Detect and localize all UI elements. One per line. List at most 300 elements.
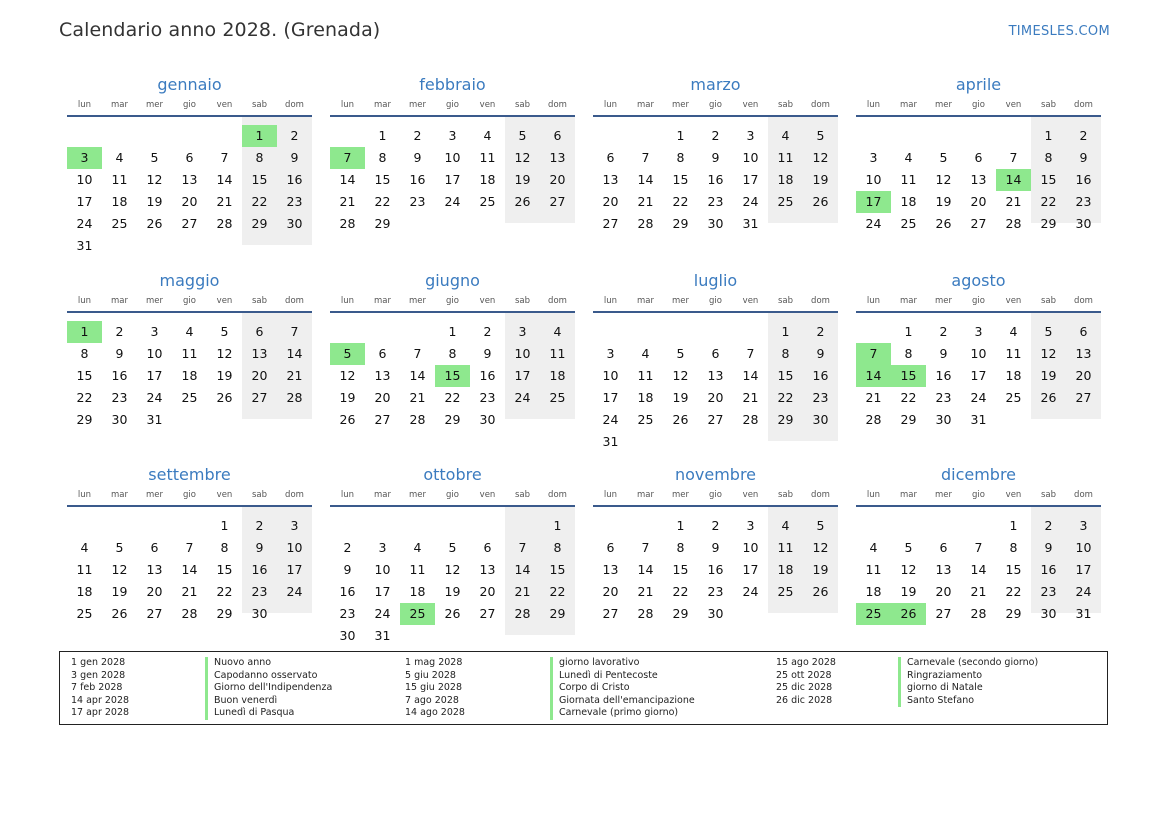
day-cell: 25 [76,606,93,621]
weekday-label: ven [742,100,759,110]
day-cell: 29 [374,216,391,231]
day-cell: 16 [1040,562,1057,577]
day-cell: 13 [146,562,163,577]
day-cell: 24 [286,584,303,599]
day-cell: 21 [409,390,426,405]
day-cell: 14 [181,562,198,577]
day-cell: 7 [641,540,650,555]
day-cell: 9 [413,150,422,165]
day-cell: 29 [444,412,461,427]
day-cell: 12 [216,346,233,361]
day-cell: 24 [602,412,619,427]
day-cell: 25 [777,194,794,209]
day-cell: 12 [444,562,461,577]
day-cell: 8 [904,346,913,361]
day-cell: 7 [974,540,983,555]
weekday-label: lun [340,296,355,306]
day-cell: 18 [637,390,654,405]
day-cell: 25 [777,584,794,599]
day-cell: 10 [444,150,461,165]
day-cell: 8 [1044,150,1053,165]
day-cell: 29 [900,412,917,427]
weekday-label: gio [183,100,196,110]
day-cell: 28 [514,606,531,621]
day-cell: 17 [970,368,987,383]
day-cell: 17 [146,368,163,383]
day-cell: 6 [939,540,948,555]
day-cell: 31 [742,216,759,231]
day-cell: 4 [553,324,562,339]
day-cell: 10 [514,346,531,361]
day-cell: 12 [111,562,128,577]
day-cell: 23 [479,390,496,405]
day-cell: 22 [444,390,461,405]
legend-holiday-name: Nuovo anno [205,657,271,670]
day-cell: 8 [80,346,89,361]
day-cell: 28 [865,412,882,427]
day-cell: 22 [1040,194,1057,209]
day-cell: 4 [904,150,913,165]
legend-holiday-name: giorno lavorativo [550,657,640,670]
weekday-label: dom [285,296,304,306]
day-cell: 8 [448,346,457,361]
month-divider [856,505,1101,507]
day-cell: 9 [939,346,948,361]
day-cell: 11 [479,150,496,165]
legend-holiday-name: Buon venerdì [205,695,277,708]
day-cell: 27 [602,216,619,231]
day-cell: 20 [970,194,987,209]
weekday-label: mar [900,490,917,500]
day-cell: 5 [150,150,159,165]
day-cell: 25 [111,216,128,231]
day-cell: 11 [900,172,917,187]
day-cell: 15 [672,562,689,577]
day-cell: 10 [1075,540,1092,555]
day-cell: 17 [742,562,759,577]
day-cell: 15 [216,562,233,577]
day-cell: 26 [444,606,461,621]
day-cell: 6 [185,150,194,165]
day-cell: 2 [115,324,124,339]
day-cell: 2 [343,540,352,555]
day-cell: 27 [479,606,496,621]
day-cell: 23 [935,390,952,405]
day-cell: 21 [865,390,882,405]
day-cell: 4 [1009,324,1018,339]
day-cell: 11 [637,368,654,383]
day-cell: 23 [1075,194,1092,209]
legend-date: 15 ago 2028 [776,657,836,668]
day-cell: 8 [676,150,685,165]
weekday-label: sab [251,296,268,306]
day-cell: 29 [672,606,689,621]
day-cell: 26 [1040,390,1057,405]
day-cell: 30 [707,606,724,621]
day-cell: 13 [374,368,391,383]
day-cell: 31 [76,238,93,253]
day-cell: 8 [255,150,264,165]
weekday-label: mar [900,100,917,110]
day-cell: 16 [1075,172,1092,187]
day-cell: 21 [181,584,198,599]
month-divider [593,505,838,507]
day-cell: 11 [76,562,93,577]
day-cell: 19 [339,390,356,405]
day-cell: 5 [939,150,948,165]
day-cell: 10 [286,540,303,555]
day-cell: 20 [374,390,391,405]
weekday-label: lun [866,490,881,500]
day-cell: 26 [935,216,952,231]
day-cell: 19 [1040,368,1057,383]
day-cell: 17 [444,172,461,187]
weekday-label: ven [1005,100,1022,110]
day-cell: 28 [637,216,654,231]
day-cell: 22 [76,390,93,405]
weekday-label: dom [811,100,830,110]
weekday-label: mer [408,100,426,110]
holiday-day-cell: 17 [856,191,891,213]
weekday-label: dom [1074,490,1093,500]
month-divider [593,115,838,117]
page-title: Calendario anno 2028. (Grenada) [59,19,381,41]
day-cell: 15 [1040,172,1057,187]
day-cell: 20 [251,368,268,383]
weekday-label: mar [111,296,128,306]
legend-holiday-name: giorno di Natale [898,682,983,695]
day-cell: 22 [1005,584,1022,599]
day-cell: 27 [374,412,391,427]
weekday-label: mer [145,490,163,500]
day-cell: 4 [641,346,650,361]
day-cell: 4 [115,150,124,165]
legend-date: 7 feb 2028 [71,682,123,694]
day-cell: 11 [111,172,128,187]
holiday-day-cell: 1 [67,321,102,343]
day-cell: 12 [672,368,689,383]
day-cell: 2 [290,128,299,143]
day-cell: 29 [549,606,566,621]
day-cell: 5 [518,128,527,143]
weekday-label: lun [866,296,881,306]
day-cell: 31 [970,412,987,427]
day-cell: 9 [343,562,352,577]
day-cell: 7 [413,346,422,361]
day-cell: 19 [111,584,128,599]
day-cell: 22 [251,194,268,209]
holiday-day-cell: 7 [856,343,891,365]
day-cell: 9 [711,540,720,555]
day-cell: 5 [816,518,825,533]
weekday-label: gio [709,490,722,500]
day-cell: 29 [1005,606,1022,621]
day-cell: 9 [290,150,299,165]
day-cell: 29 [76,412,93,427]
weekday-label: dom [548,100,567,110]
day-cell: 13 [935,562,952,577]
day-cell: 23 [111,390,128,405]
weekday-label: dom [1074,100,1093,110]
weekday-label: ven [479,100,496,110]
day-cell: 15 [777,368,794,383]
weekday-label: dom [1074,296,1093,306]
legend-date: 5 giu 2028 [405,669,456,681]
weekday-label: sab [514,296,531,306]
weekday-label: sab [251,100,268,110]
day-cell: 9 [816,346,825,361]
day-cell: 26 [672,412,689,427]
day-cell: 28 [286,390,303,405]
day-cell: 3 [869,150,878,165]
day-cell: 18 [76,584,93,599]
day-cell: 10 [742,150,759,165]
weekday-label: mar [374,490,391,500]
day-cell: 19 [146,194,163,209]
weekday-label: sab [777,100,794,110]
weekday-label: dom [811,296,830,306]
day-cell: 27 [970,216,987,231]
day-cell: 24 [742,194,759,209]
day-cell: 16 [251,562,268,577]
day-cell: 15 [374,172,391,187]
weekday-label: mar [374,100,391,110]
day-cell: 7 [746,346,755,361]
weekday-label: mar [111,100,128,110]
month-name: dicembre [940,465,1017,484]
day-cell: 22 [549,584,566,599]
day-cell: 4 [80,540,89,555]
weekday-label: dom [548,296,567,306]
weekday-label: mer [145,296,163,306]
weekday-label: lun [77,490,92,500]
day-cell: 4 [185,324,194,339]
holiday-day-cell: 26 [891,603,926,625]
holiday-day-cell: 15 [435,365,470,387]
day-cell: 28 [637,606,654,621]
day-cell: 2 [711,518,720,533]
month-name: agosto [951,271,1006,290]
day-cell: 16 [812,368,829,383]
legend-holiday-name: Corpo di Cristo [550,682,630,695]
day-cell: 26 [812,194,829,209]
day-cell: 16 [707,172,724,187]
day-cell: 3 [378,540,387,555]
day-cell: 3 [606,346,615,361]
day-cell: 18 [549,368,566,383]
day-cell: 23 [707,194,724,209]
day-cell: 24 [514,390,531,405]
legend-date: 15 giu 2028 [405,682,462,694]
day-cell: 21 [339,194,356,209]
day-cell: 14 [637,562,654,577]
month-divider [67,115,312,117]
weekday-label: gio [183,490,196,500]
day-cell: 28 [216,216,233,231]
weekday-label: lun [340,490,355,500]
day-cell: 18 [181,368,198,383]
day-cell: 26 [812,584,829,599]
day-cell: 23 [409,194,426,209]
month-name: ottobre [423,465,482,484]
day-cell: 24 [1075,584,1092,599]
day-cell: 26 [339,412,356,427]
day-cell: 14 [637,172,654,187]
month-name: febbraio [419,75,486,94]
day-cell: 9 [711,150,720,165]
day-cell: 1 [220,518,229,533]
day-cell: 5 [448,540,457,555]
day-cell: 16 [111,368,128,383]
day-cell: 6 [378,346,387,361]
weekday-label: dom [548,490,567,500]
day-cell: 3 [448,128,457,143]
weekday-label: gio [709,296,722,306]
legend-date: 26 dic 2028 [776,694,833,706]
day-cell: 27 [146,606,163,621]
day-cell: 4 [781,128,790,143]
day-cell: 20 [1075,368,1092,383]
weekday-label: ven [479,296,496,306]
weekday-label: ven [479,490,496,500]
weekday-label: sab [1040,100,1057,110]
day-cell: 24 [374,606,391,621]
day-cell: 6 [606,150,615,165]
day-cell: 14 [514,562,531,577]
weekday-label: gio [446,296,459,306]
day-cell: 5 [816,128,825,143]
day-cell: 24 [444,194,461,209]
day-cell: 12 [935,172,952,187]
day-cell: 2 [1079,128,1088,143]
month-divider [330,505,575,507]
day-cell: 14 [339,172,356,187]
day-cell: 12 [812,150,829,165]
day-cell: 28 [409,412,426,427]
day-cell: 9 [1079,150,1088,165]
holiday-day-cell: 15 [891,365,926,387]
day-cell: 27 [549,194,566,209]
day-cell: 15 [251,172,268,187]
weekday-label: gio [972,100,985,110]
legend-date: 1 mag 2028 [405,657,463,668]
weekday-label: mer [671,490,689,500]
site-link[interactable]: TIMESLES.COM [1008,24,1110,39]
day-cell: 7 [185,540,194,555]
legend-date: 14 apr 2028 [71,694,130,706]
weekday-label: sab [1040,490,1057,500]
weekday-label: sab [514,490,531,500]
day-cell: 26 [146,216,163,231]
day-cell: 13 [602,562,619,577]
day-cell: 17 [1075,562,1092,577]
day-cell: 6 [974,150,983,165]
day-cell: 5 [904,540,913,555]
month-divider [330,115,575,117]
day-cell: 29 [251,216,268,231]
day-cell: 2 [1044,518,1053,533]
weekday-label: sab [777,490,794,500]
day-cell: 23 [707,584,724,599]
weekday-label: mer [671,100,689,110]
weekday-label: mar [637,296,654,306]
day-cell: 25 [479,194,496,209]
weekday-label: ven [742,296,759,306]
weekday-label: lun [866,100,881,110]
weekday-label: gio [446,100,459,110]
day-cell: 9 [255,540,264,555]
day-cell: 14 [286,346,303,361]
day-cell: 16 [409,172,426,187]
day-cell: 27 [1075,390,1092,405]
holiday-day-cell: 3 [67,147,102,169]
day-cell: 11 [777,150,794,165]
day-cell: 31 [374,628,391,643]
day-cell: 21 [286,368,303,383]
day-cell: 18 [865,584,882,599]
day-cell: 28 [742,412,759,427]
legend-holiday-name: Giornata dell'emancipazione [550,695,695,708]
day-cell: 22 [216,584,233,599]
day-cell: 13 [549,150,566,165]
day-cell: 12 [146,172,163,187]
weekday-label: lun [77,296,92,306]
day-cell: 30 [111,412,128,427]
weekday-label: gio [446,490,459,500]
day-cell: 13 [970,172,987,187]
day-cell: 3 [746,128,755,143]
day-cell: 19 [444,584,461,599]
holiday-legend [59,651,1108,725]
day-cell: 17 [742,172,759,187]
day-cell: 11 [1005,346,1022,361]
day-cell: 23 [286,194,303,209]
day-cell: 12 [812,540,829,555]
day-cell: 27 [251,390,268,405]
day-cell: 18 [1005,368,1022,383]
day-cell: 19 [812,172,829,187]
weekday-label: sab [1040,296,1057,306]
day-cell: 30 [1040,606,1057,621]
month-divider [330,311,575,313]
day-cell: 4 [869,540,878,555]
day-cell: 7 [220,150,229,165]
weekday-label: mar [637,490,654,500]
day-cell: 15 [549,562,566,577]
day-cell: 13 [707,368,724,383]
day-cell: 8 [676,540,685,555]
day-cell: 2 [816,324,825,339]
day-cell: 1 [676,128,685,143]
holiday-day-cell: 14 [996,169,1031,191]
day-cell: 3 [290,518,299,533]
day-cell: 12 [339,368,356,383]
weekday-label: ven [1005,490,1022,500]
day-cell: 1 [553,518,562,533]
day-cell: 22 [672,194,689,209]
day-cell: 16 [707,562,724,577]
weekday-label: ven [1005,296,1022,306]
day-cell: 21 [970,584,987,599]
day-cell: 20 [602,584,619,599]
weekday-label: lun [77,100,92,110]
day-cell: 21 [216,194,233,209]
weekday-label: lun [603,100,618,110]
day-cell: 10 [970,346,987,361]
day-cell: 5 [1044,324,1053,339]
holiday-day-cell: 25 [400,603,435,625]
day-cell: 1 [676,518,685,533]
